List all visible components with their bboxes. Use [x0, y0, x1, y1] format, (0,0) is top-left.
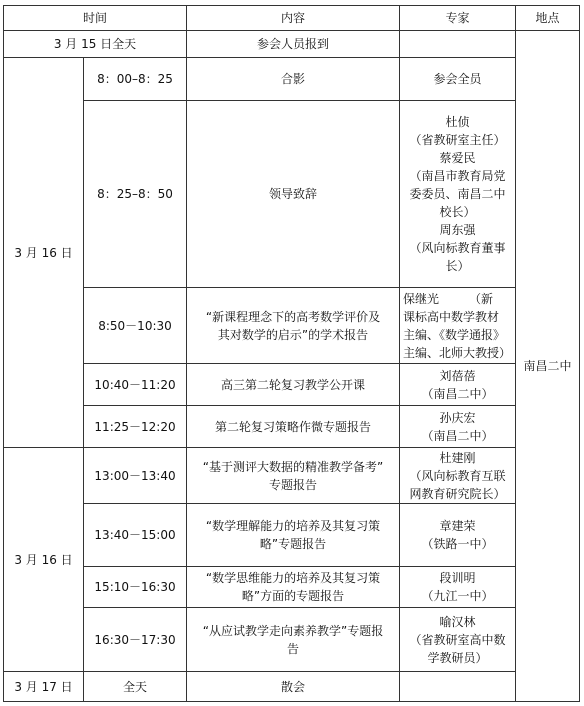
table-row	[4, 364, 580, 406]
table-row	[4, 288, 580, 364]
date-cell: 3 月 16 日	[4, 58, 84, 448]
content-text: “新课程理念下的高考数学评价及 其对数学的启示”的学术报告	[205, 309, 381, 342]
expert-cell	[400, 406, 516, 448]
expert-text: 章建荣 （铁路一中）	[421, 519, 494, 551]
content-cell	[187, 288, 400, 364]
time-cell: 全天	[84, 672, 187, 702]
table-row	[4, 101, 580, 288]
content-cell: 合影	[187, 58, 400, 101]
schedule-table	[3, 5, 580, 702]
expert-cell	[400, 288, 516, 364]
header-row	[4, 6, 580, 31]
content-cell: 散会	[187, 672, 400, 702]
expert-text: 喻汉林 （省教研室高中数 学教研员）	[409, 614, 506, 665]
time-cell: 13:00－13:40	[84, 448, 187, 504]
date-cell: 3 月 15 日全天	[4, 31, 187, 58]
table-row	[4, 608, 580, 672]
expert-cell	[400, 31, 516, 58]
content-cell	[187, 608, 400, 672]
expert-cell	[400, 364, 516, 406]
time-cell: 8:50－10:30	[84, 288, 187, 364]
content-cell: 领导致辞	[187, 101, 400, 288]
content-cell: 第二轮复习策略作微专题报告	[187, 406, 400, 448]
content-text: “基于测评大数据的精准教学备考” 专题报告	[202, 459, 384, 492]
time-cell: 13:40－15:00	[84, 504, 187, 567]
expert-cell: 参会全员	[400, 58, 516, 101]
table-row	[4, 31, 580, 58]
expert-text: 刘蓓蓓 （南昌二中）	[421, 368, 494, 401]
expert-cell	[400, 504, 516, 567]
location-cell: 南昌二中	[516, 31, 580, 702]
time-cell: 16:30－17:30	[84, 608, 187, 672]
header-expert: 专家	[400, 6, 516, 31]
content-cell	[187, 448, 400, 504]
content-cell: 高三第二轮复习教学公开课	[187, 364, 400, 406]
expert-cell	[400, 101, 516, 288]
expert-text: 杜侦 （省教研室主任） 蔡爱民 （南昌市教育局党 委委员、南昌二中 校长） 周东强 （风向标教育董事 长）	[409, 115, 506, 273]
expert-text: 杜建刚 （风向标教育互联 网教育研究院长）	[409, 450, 506, 501]
expert-cell	[400, 448, 516, 504]
content-cell	[187, 504, 400, 567]
expert-text: 段训明 （九江一中）	[421, 571, 494, 603]
time-cell: 11:25－12:20	[84, 406, 187, 448]
header-content: 内容	[187, 6, 400, 31]
expert-cell	[400, 567, 516, 608]
content-cell	[187, 567, 400, 608]
time-cell: 8：00–8：25	[84, 58, 187, 101]
time-cell: 8：25–8：50	[84, 101, 187, 288]
content-text: “数学思维能力的培养及其复习策 略”方面的专题报告	[205, 571, 381, 603]
time-cell: 15:10－16:30	[84, 567, 187, 608]
table-row	[4, 567, 580, 608]
table-row	[4, 504, 580, 567]
date-cell: 3 月 17 日	[4, 672, 84, 702]
time-cell: 10:40－11:20	[84, 364, 187, 406]
date-cell: 3 月 16 日	[4, 448, 84, 672]
table-row	[4, 406, 580, 448]
content-text: “数学理解能力的培养及其复习策 略”专题报告	[205, 519, 381, 551]
expert-cell	[400, 608, 516, 672]
expert-text: 保继光 （新 课标高中数学教材 主编、《数学通报》 主编、北师大教授）	[403, 291, 512, 360]
header-time: 时间	[4, 6, 187, 31]
content-cell: 参会人员报到	[187, 31, 400, 58]
expert-text: 孙庆宏 （南昌二中）	[421, 410, 494, 443]
table-row	[4, 672, 580, 702]
expert-cell	[400, 672, 516, 702]
table-row	[4, 448, 580, 504]
table-row	[4, 58, 580, 101]
header-location: 地点	[516, 6, 580, 31]
content-text: “从应试教学走向素养教学”专题报 告	[202, 623, 384, 656]
